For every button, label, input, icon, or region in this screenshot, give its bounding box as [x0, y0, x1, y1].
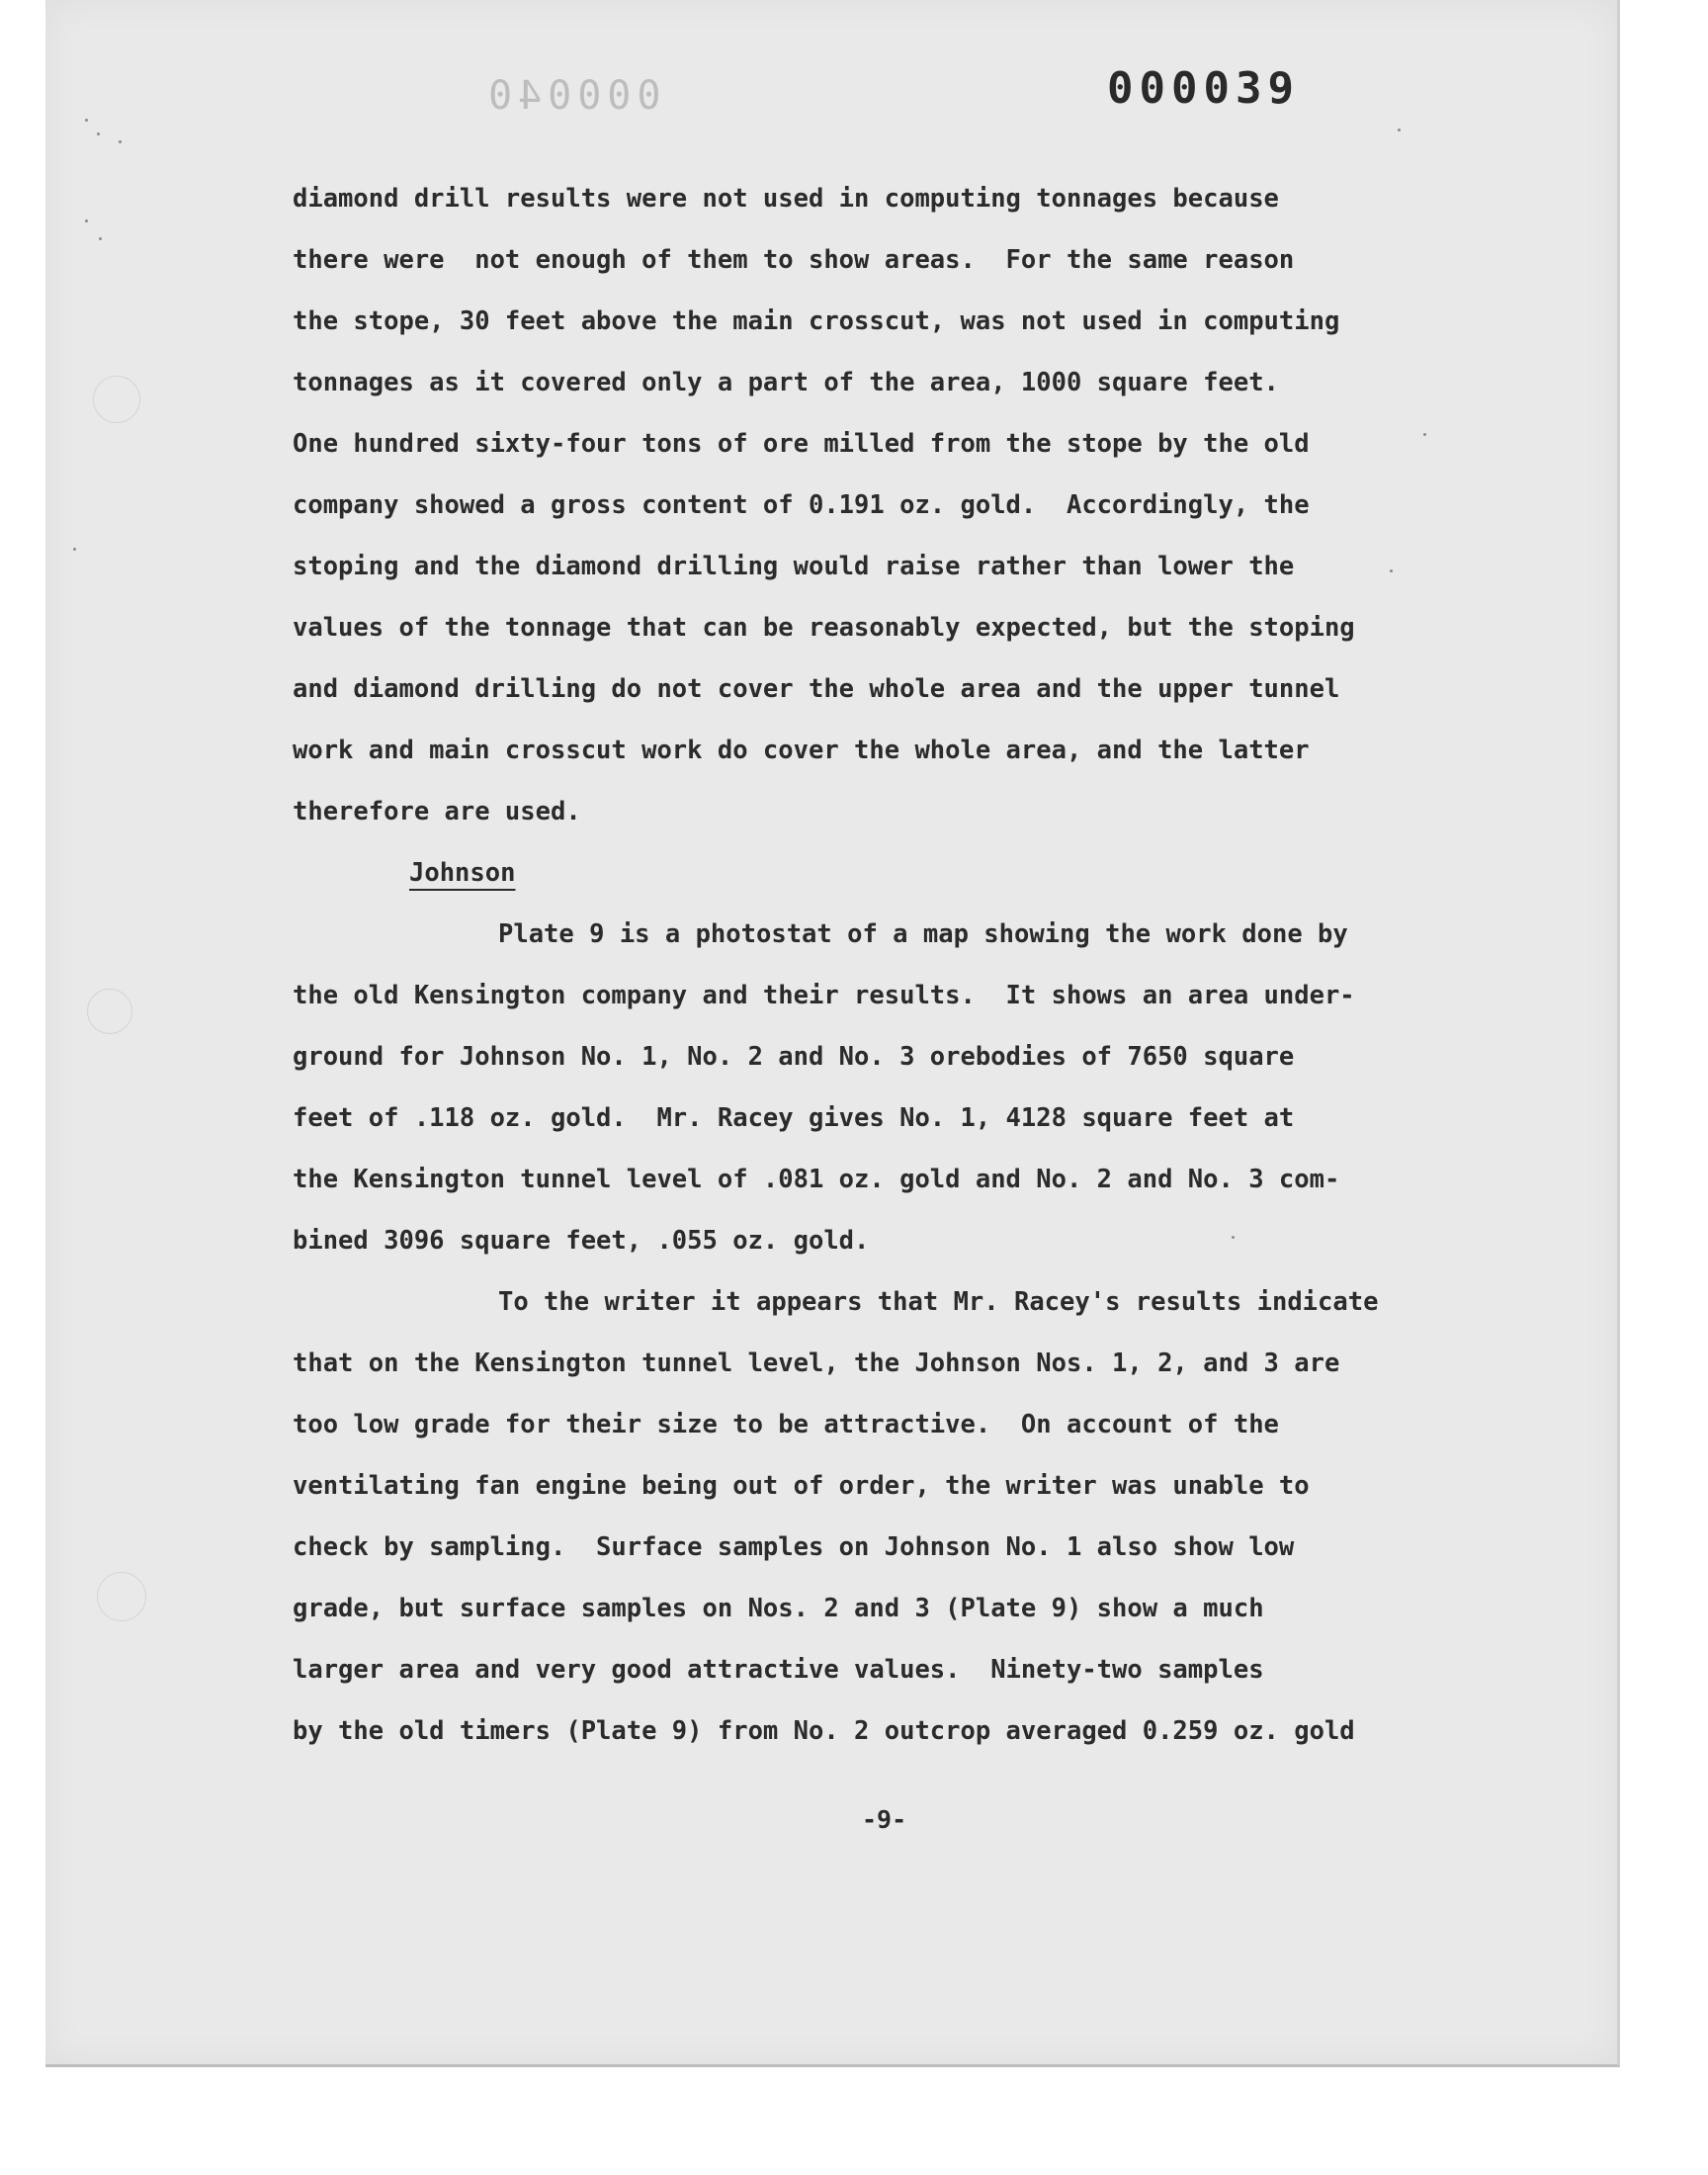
dust-speck — [85, 119, 88, 122]
dust-speck — [1398, 129, 1401, 131]
text-line: values of the tonnage that can be reasonably expected, but the stoping — [293, 613, 1355, 643]
dust-speck — [97, 132, 100, 135]
text-line: ground for Johnson No. 1, No. 2 and No. 3 orebodies of 7650 square — [293, 1042, 1295, 1072]
paragraph-3 — [293, 1271, 1479, 1762]
text-line: ventilating fan engine being out of order, the writer was unable to — [293, 1471, 1310, 1501]
text-line: the stope, 30 feet above the main crosscut, was not used in computing — [293, 306, 1340, 336]
punch-hole-mark — [97, 1572, 146, 1621]
text-line: To the writer it appears that Mr. Racey's results indicate — [498, 1287, 1379, 1317]
text-line: the Kensington tunnel level of .081 oz. gold and No. 2 and No. 3 com- — [293, 1165, 1340, 1194]
paragraph-2 — [293, 904, 1479, 1271]
text-line: feet of .118 oz. gold. Mr. Racey gives No. 1, 4128 square feet at — [293, 1103, 1295, 1133]
text-line: bined 3096 square feet, .055 oz. gold. — [293, 1226, 870, 1256]
dust-speck — [73, 548, 76, 551]
text-line: and diamond drilling do not cover the whole area and the upper tunnel — [293, 674, 1340, 704]
dust-speck — [119, 140, 122, 143]
punch-hole-mark — [93, 376, 140, 423]
text-line: stoping and the diamond drilling would raise rather than lower the — [293, 552, 1295, 581]
text-line: therefore are used. — [293, 797, 581, 826]
text-line: diamond drill results were not used in computing tonnages because — [293, 184, 1279, 214]
text-line: One hundred sixty-four tons of ore milled from the stope by the old — [293, 429, 1310, 459]
text-line: tonnages as it covered only a part of the area, 1000 square feet. — [293, 368, 1279, 397]
text-line: grade, but surface samples on Nos. 2 and 3 (Plate 9) show a much — [293, 1594, 1264, 1623]
text-line: by the old timers (Plate 9) from No. 2 outcrop averaged 0.259 oz. gold — [293, 1716, 1355, 1746]
document-body — [293, 168, 1479, 1762]
punch-hole-mark — [87, 989, 132, 1034]
section-heading — [293, 842, 1479, 904]
document-control-number: 000039 — [1107, 63, 1300, 114]
text-line: larger area and very good attractive values. Ninety-two samples — [293, 1655, 1264, 1685]
text-line: Plate 9 is a photostat of a map showing the work done by — [498, 919, 1348, 949]
text-line: company showed a gross content of 0.191 oz. gold. Accordingly, the — [293, 490, 1310, 520]
section-heading-text: Johnson — [409, 858, 516, 888]
dust-speck — [85, 219, 88, 222]
text-line: check by sampling. Surface samples on Johnson No. 1 also show low — [293, 1532, 1295, 1562]
text-line: the old Kensington company and their results. It shows an area under- — [293, 981, 1355, 1010]
bleed-through-stamp: 000040 — [482, 73, 661, 119]
text-line: too low grade for their size to be attractive. On account of the — [293, 1410, 1279, 1439]
dust-speck — [99, 237, 102, 240]
text-line: work and main crosscut work do cover the whole area, and the latter — [293, 736, 1310, 765]
paragraph-1 — [293, 168, 1479, 842]
page-number: -9- — [862, 1805, 907, 1834]
text-line: that on the Kensington tunnel level, the Johnson Nos. 1, 2, and 3 are — [293, 1348, 1340, 1378]
text-line: there were not enough of them to show areas. For the same reason — [293, 245, 1295, 275]
